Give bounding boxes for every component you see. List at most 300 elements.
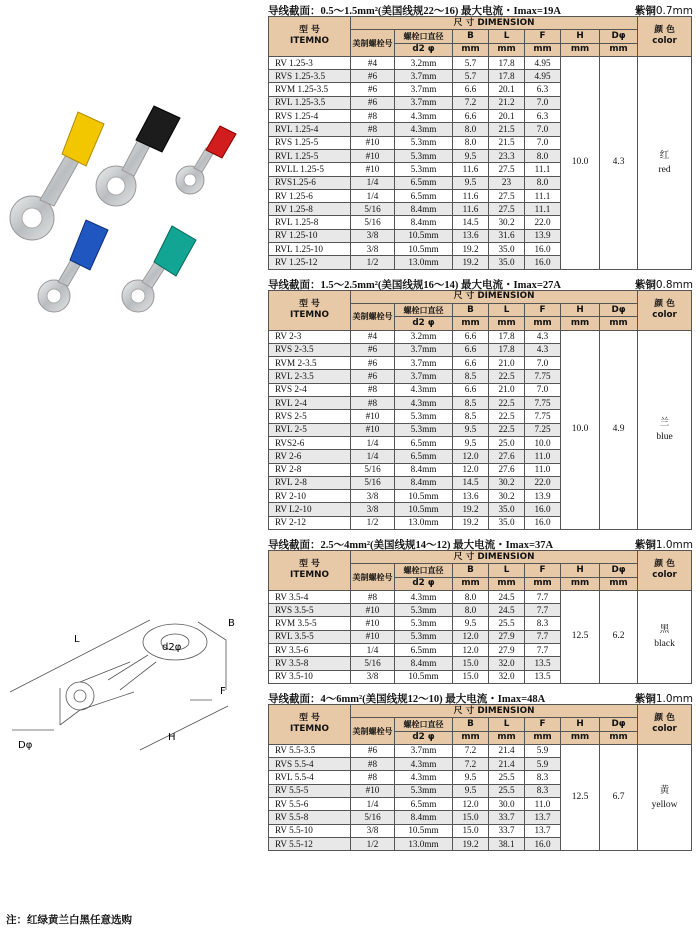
cell-bolt: 6.5mm	[395, 189, 453, 202]
cell-model: RV 5.5-5	[269, 784, 351, 797]
cell-F: 7.75	[525, 397, 561, 410]
header-stud: 美制螺栓号	[351, 30, 395, 57]
cell-B: 8.0	[453, 123, 489, 136]
cell-B: 6.6	[453, 110, 489, 123]
cell-stud: #10	[351, 630, 395, 643]
cell-L: 17.8	[489, 330, 525, 343]
cell-F: 11.1	[525, 203, 561, 216]
cell-bolt: 6.5mm	[395, 450, 453, 463]
material-name: 紫铜	[634, 5, 656, 17]
cell-stud: #4	[351, 56, 395, 69]
spec-tables	[268, 0, 695, 851]
cell-L: 25.5	[489, 784, 525, 797]
cell-model: RVL 1.25-3.5	[269, 96, 351, 109]
unit-mm: mm	[561, 577, 600, 590]
cell-model: RV 1.25-3	[269, 56, 351, 69]
cell-stud: #4	[351, 330, 395, 343]
cell-F: 4.95	[525, 70, 561, 83]
header-F: F	[525, 303, 561, 316]
cell-B: 8.5	[453, 410, 489, 423]
cell-stud: #10	[351, 784, 395, 797]
cell-model: RV 5.5-3.5	[269, 744, 351, 757]
cell-bolt: 4.3mm	[395, 110, 453, 123]
cell-B: 8.5	[453, 370, 489, 383]
cell-F: 8.3	[525, 784, 561, 797]
header-model-cn: 型 号	[299, 299, 320, 310]
header-dimension: 尺 寸 DIMENSION	[351, 704, 638, 717]
header-stud: 美制螺栓号	[351, 718, 395, 745]
cell-L: 21.4	[489, 758, 525, 771]
header-F: F	[525, 718, 561, 731]
cell-model: RVM 1.25-3.5	[269, 83, 351, 96]
cell-B: 7.2	[453, 758, 489, 771]
cell-stud: 5/16	[351, 463, 395, 476]
cell-bolt: 5.3mm	[395, 604, 453, 617]
cell-stud: 3/8	[351, 824, 395, 837]
cell-L: 30.2	[489, 216, 525, 229]
header-color	[638, 17, 692, 57]
header-H: H	[561, 718, 600, 731]
cell-L: 27.6	[489, 450, 525, 463]
cell-B: 19.2	[453, 243, 489, 256]
cell-F: 22.0	[525, 216, 561, 229]
cell-model: RV 1.25-8	[269, 203, 351, 216]
cell-model: RV 1.25-10	[269, 229, 351, 242]
cell-bolt: 3.2mm	[395, 56, 453, 69]
note-text: 注：红绿黄兰白黑任意选购	[6, 914, 132, 926]
cell-L: 33.7	[489, 824, 525, 837]
cell-B: 6.6	[453, 357, 489, 370]
cell-color	[638, 330, 692, 529]
cell-L: 31.6	[489, 229, 525, 242]
header-D: Dφ	[600, 30, 638, 43]
cell-F: 4.3	[525, 343, 561, 356]
cell-L: 23.3	[489, 149, 525, 162]
cell-B: 9.5	[453, 176, 489, 189]
diagram-label-D: Dφ	[18, 740, 33, 751]
cell-bolt: 5.3mm	[395, 410, 453, 423]
cell-bolt: 8.4mm	[395, 463, 453, 476]
header-H: H	[561, 564, 600, 577]
dimension-diagram	[0, 600, 262, 765]
header-model-en: ITEMNO	[290, 570, 329, 581]
cell-stud: #8	[351, 590, 395, 603]
cell-B: 14.5	[453, 476, 489, 489]
cell-L: 24.5	[489, 604, 525, 617]
cell-stud: 3/8	[351, 670, 395, 683]
spec-table	[268, 16, 692, 270]
cell-bolt: 3.7mm	[395, 370, 453, 383]
cell-stud: #6	[351, 83, 395, 96]
cell-bolt: 8.4mm	[395, 657, 453, 670]
cell-D: 6.7	[600, 744, 638, 850]
table-row	[269, 744, 692, 757]
header-model-en: ITEMNO	[290, 724, 329, 735]
cell-F: 7.7	[525, 604, 561, 617]
cell-F: 10.0	[525, 436, 561, 449]
cell-stud: 1/2	[351, 256, 395, 269]
cell-model: RVS 1.25-5	[269, 136, 351, 149]
cell-L: 25.0	[489, 436, 525, 449]
cell-B: 7.2	[453, 744, 489, 757]
unit-mm: mm	[489, 317, 525, 330]
color-en: black	[654, 638, 675, 649]
header-color-en: color	[652, 570, 677, 581]
cell-F: 13.5	[525, 670, 561, 683]
cell-bolt: 10.5mm	[395, 490, 453, 503]
cell-F: 11.0	[525, 798, 561, 811]
cell-F: 7.75	[525, 410, 561, 423]
cell-B: 12.0	[453, 644, 489, 657]
header-color	[638, 550, 692, 590]
cell-F: 7.0	[525, 357, 561, 370]
header-F: F	[525, 564, 561, 577]
cell-bolt: 5.3mm	[395, 630, 453, 643]
cell-stud: #10	[351, 604, 395, 617]
cell-B: 11.6	[453, 203, 489, 216]
cell-L: 17.8	[489, 56, 525, 69]
cell-stud: #10	[351, 136, 395, 149]
cell-bolt: 10.5mm	[395, 503, 453, 516]
header-model-en: ITEMNO	[290, 36, 329, 47]
cell-stud: 5/16	[351, 203, 395, 216]
cell-F: 7.75	[525, 370, 561, 383]
cell-model: RVL 1.25-10	[269, 243, 351, 256]
cell-bolt: 3.7mm	[395, 70, 453, 83]
cell-L: 32.0	[489, 670, 525, 683]
cell-stud: 1/4	[351, 450, 395, 463]
spec-table	[268, 290, 692, 530]
section-header	[268, 534, 695, 550]
cell-stud: #8	[351, 397, 395, 410]
cell-F: 7.7	[525, 644, 561, 657]
section-title: 导线截面：1.5～2.5mm²(美国线规16～14) 最大电流・Imax=27A	[268, 279, 561, 291]
material-label	[635, 3, 693, 18]
cell-stud: 3/8	[351, 490, 395, 503]
unit-mm: mm	[561, 731, 600, 744]
cell-L: 27.9	[489, 644, 525, 657]
unit-mm: mm	[525, 317, 561, 330]
cell-F: 7.7	[525, 630, 561, 643]
cell-model: RVS 5.5-4	[269, 758, 351, 771]
cell-bolt: 10.5mm	[395, 824, 453, 837]
cell-model: RVL 5.5-4	[269, 771, 351, 784]
cell-L: 27.5	[489, 189, 525, 202]
cell-F: 11.0	[525, 463, 561, 476]
cell-stud: 1/4	[351, 644, 395, 657]
unit-mm: mm	[600, 317, 638, 330]
header-D: Dφ	[600, 564, 638, 577]
table-row	[269, 330, 692, 343]
cell-stud: 1/2	[351, 516, 395, 529]
cell-B: 15.0	[453, 670, 489, 683]
cell-model: RV 1.25-6	[269, 189, 351, 202]
cell-color	[638, 744, 692, 850]
diagram-label-F: F	[220, 686, 226, 697]
header-F: F	[525, 30, 561, 43]
cell-bolt: 6.5mm	[395, 436, 453, 449]
cell-F: 8.0	[525, 176, 561, 189]
cell-L: 27.9	[489, 630, 525, 643]
cell-stud: 5/16	[351, 657, 395, 670]
header-d2: d2 φ	[395, 577, 453, 590]
cell-L: 21.4	[489, 744, 525, 757]
spec-table	[268, 704, 692, 851]
cell-F: 11.0	[525, 450, 561, 463]
cell-F: 11.1	[525, 189, 561, 202]
cell-L: 21.0	[489, 383, 525, 396]
cell-color	[638, 590, 692, 683]
cell-color	[638, 56, 692, 269]
cell-L: 27.6	[489, 463, 525, 476]
cell-L: 33.7	[489, 811, 525, 824]
diagram-label-H: H	[168, 732, 176, 743]
cell-F: 13.9	[525, 490, 561, 503]
diagram-label-L: L	[74, 634, 80, 645]
color-en: yellow	[651, 799, 678, 810]
cell-stud: #6	[351, 70, 395, 83]
material-label	[635, 691, 693, 706]
color-cn: 红	[659, 150, 670, 161]
cell-model: RV 5.5-8	[269, 811, 351, 824]
header-color-en: color	[652, 724, 677, 735]
cell-model: RVS 1.25-3.5	[269, 70, 351, 83]
cell-B: 12.0	[453, 630, 489, 643]
header-color-cn: 颜 色	[654, 299, 675, 310]
cell-model: RV 3.5-10	[269, 670, 351, 683]
header-model-cn: 型 号	[299, 25, 320, 36]
cell-F: 16.0	[525, 837, 561, 850]
cell-B: 8.0	[453, 590, 489, 603]
red-terminal	[176, 126, 236, 194]
material-label	[635, 537, 693, 552]
cell-L: 20.1	[489, 83, 525, 96]
cell-B: 8.5	[453, 397, 489, 410]
color-cn: 黑	[659, 624, 670, 635]
cell-model: RVL 2-8	[269, 476, 351, 489]
header-d2: d2 φ	[395, 43, 453, 56]
cell-stud: #10	[351, 149, 395, 162]
cell-H: 10.0	[561, 56, 600, 269]
cell-L: 22.5	[489, 397, 525, 410]
cell-B: 6.6	[453, 83, 489, 96]
color-cn: 兰	[659, 417, 670, 428]
table-row	[269, 590, 692, 603]
diagram-label-d2: d2φ	[162, 642, 182, 653]
cell-model: RVL 1.25-5	[269, 149, 351, 162]
unit-mm: mm	[453, 43, 489, 56]
cell-F: 13.7	[525, 811, 561, 824]
cell-L: 21.5	[489, 123, 525, 136]
cell-B: 11.6	[453, 163, 489, 176]
cell-stud: #8	[351, 110, 395, 123]
cell-bolt: 13.0mm	[395, 837, 453, 850]
header-H: H	[561, 303, 600, 316]
cell-L: 21.5	[489, 136, 525, 149]
unit-mm: mm	[453, 577, 489, 590]
cell-bolt: 6.5mm	[395, 176, 453, 189]
spec-table	[268, 550, 692, 684]
cell-H: 12.5	[561, 744, 600, 850]
cell-F: 7.0	[525, 383, 561, 396]
material-thickness: 1.0mm	[655, 538, 693, 551]
cell-stud: 3/8	[351, 503, 395, 516]
cell-stud: #8	[351, 383, 395, 396]
cell-B: 6.6	[453, 383, 489, 396]
header-d2: d2 φ	[395, 731, 453, 744]
cell-stud: 5/16	[351, 216, 395, 229]
cell-F: 6.3	[525, 83, 561, 96]
header-L: L	[489, 30, 525, 43]
cell-L: 32.0	[489, 657, 525, 670]
cell-model: RVL 2-3.5	[269, 370, 351, 383]
material-thickness: 1.0mm	[655, 692, 693, 705]
cell-F: 11.1	[525, 163, 561, 176]
cell-L: 17.8	[489, 70, 525, 83]
cell-model: RV 2-10	[269, 490, 351, 503]
cell-B: 8.0	[453, 136, 489, 149]
cell-bolt: 5.3mm	[395, 149, 453, 162]
ring-terminal-photo	[0, 100, 262, 330]
yellow-terminal	[10, 112, 104, 240]
cell-B: 6.6	[453, 343, 489, 356]
cell-H: 10.0	[561, 330, 600, 529]
header-B: B	[453, 30, 489, 43]
cell-F: 7.0	[525, 136, 561, 149]
header-dimension: 尺 寸 DIMENSION	[351, 17, 638, 30]
cell-L: 27.5	[489, 203, 525, 216]
header-model	[269, 704, 351, 744]
cell-stud: 3/8	[351, 229, 395, 242]
header-color	[638, 290, 692, 330]
header-B: B	[453, 718, 489, 731]
header-model-en: ITEMNO	[290, 310, 329, 321]
black-terminal	[96, 106, 180, 206]
cell-model: RV 3.5-6	[269, 644, 351, 657]
cell-B: 9.5	[453, 423, 489, 436]
cell-B: 15.0	[453, 824, 489, 837]
cell-stud: #6	[351, 343, 395, 356]
cell-L: 25.5	[489, 771, 525, 784]
unit-mm: mm	[453, 317, 489, 330]
cell-F: 6.3	[525, 110, 561, 123]
cell-bolt: 4.3mm	[395, 758, 453, 771]
header-stud: 美制螺栓号	[351, 564, 395, 591]
cell-B: 9.5	[453, 617, 489, 630]
material-name: 紫铜	[634, 278, 656, 291]
cell-B: 11.6	[453, 189, 489, 202]
cell-stud: #8	[351, 771, 395, 784]
cell-H: 12.5	[561, 590, 600, 683]
header-bolt: 螺栓口直径	[395, 303, 453, 316]
cell-model: RV 1.25-12	[269, 256, 351, 269]
cell-model: RVS 2-3.5	[269, 343, 351, 356]
cell-B: 19.2	[453, 503, 489, 516]
cell-stud: #10	[351, 617, 395, 630]
cell-model: RVL 1.25-4	[269, 123, 351, 136]
cell-bolt: 13.0mm	[395, 256, 453, 269]
unit-mm: mm	[561, 317, 600, 330]
cell-bolt: 6.5mm	[395, 798, 453, 811]
header-L: L	[489, 718, 525, 731]
cell-B: 14.5	[453, 216, 489, 229]
section-title: 导线截面：2.5～4mm²(美国线规14～12) 最大电流・Imax=37A	[268, 539, 554, 551]
cell-model: RVM 3.5-5	[269, 617, 351, 630]
unit-mm: mm	[525, 731, 561, 744]
cell-F: 13.9	[525, 229, 561, 242]
cell-F: 7.25	[525, 423, 561, 436]
cell-model: RVM 2-3.5	[269, 357, 351, 370]
cell-bolt: 13.0mm	[395, 516, 453, 529]
cell-model: RV 2-6	[269, 450, 351, 463]
cell-F: 8.0	[525, 149, 561, 162]
cell-B: 9.5	[453, 784, 489, 797]
section-title: 导线截面：4～6mm²(美国线规12～10) 最大电流・Imax=48A	[268, 693, 546, 705]
cell-D: 6.2	[600, 590, 638, 683]
cell-bolt: 3.7mm	[395, 343, 453, 356]
cell-F: 4.3	[525, 330, 561, 343]
cell-bolt: 4.3mm	[395, 383, 453, 396]
unit-mm: mm	[600, 731, 638, 744]
cell-stud: #8	[351, 758, 395, 771]
material-thickness: 0.7mm	[655, 5, 693, 17]
unit-mm: mm	[453, 731, 489, 744]
cell-B: 12.0	[453, 450, 489, 463]
cell-model: RV 5.5-12	[269, 837, 351, 850]
cell-bolt: 3.7mm	[395, 96, 453, 109]
unit-mm: mm	[525, 577, 561, 590]
cell-model: RVL 3.5-5	[269, 630, 351, 643]
header-L: L	[489, 564, 525, 577]
header-bolt: 螺栓口直径	[395, 718, 453, 731]
cell-bolt: 3.7mm	[395, 357, 453, 370]
cell-stud: 1/4	[351, 189, 395, 202]
cell-B: 7.2	[453, 96, 489, 109]
unit-mm: mm	[600, 577, 638, 590]
cell-stud: 1/4	[351, 176, 395, 189]
cell-F: 16.0	[525, 516, 561, 529]
cell-L: 22.5	[489, 370, 525, 383]
cell-F: 4.95	[525, 56, 561, 69]
material-name: 紫铜	[634, 538, 656, 551]
cell-F: 16.0	[525, 503, 561, 516]
cell-model: RVL 1.25-8	[269, 216, 351, 229]
header-H: H	[561, 30, 600, 43]
cell-B: 15.0	[453, 811, 489, 824]
cell-stud: 1/2	[351, 837, 395, 850]
section-header	[268, 688, 695, 704]
cell-model: RVS 1.25-4	[269, 110, 351, 123]
cell-model: RV 2-8	[269, 463, 351, 476]
header-dimension: 尺 寸 DIMENSION	[351, 290, 638, 303]
cell-B: 13.6	[453, 229, 489, 242]
cell-stud: #6	[351, 370, 395, 383]
cell-B: 9.5	[453, 436, 489, 449]
header-L: L	[489, 303, 525, 316]
header-B: B	[453, 564, 489, 577]
cell-F: 13.5	[525, 657, 561, 670]
cell-bolt: 3.7mm	[395, 83, 453, 96]
cell-L: 35.0	[489, 503, 525, 516]
cell-bolt: 5.3mm	[395, 423, 453, 436]
unit-mm: mm	[489, 731, 525, 744]
unit-mm: mm	[489, 577, 525, 590]
cell-F: 8.3	[525, 617, 561, 630]
cell-L: 30.2	[489, 490, 525, 503]
cell-bolt: 8.4mm	[395, 203, 453, 216]
cell-model: RVL 2-4	[269, 397, 351, 410]
cell-bolt: 5.3mm	[395, 784, 453, 797]
